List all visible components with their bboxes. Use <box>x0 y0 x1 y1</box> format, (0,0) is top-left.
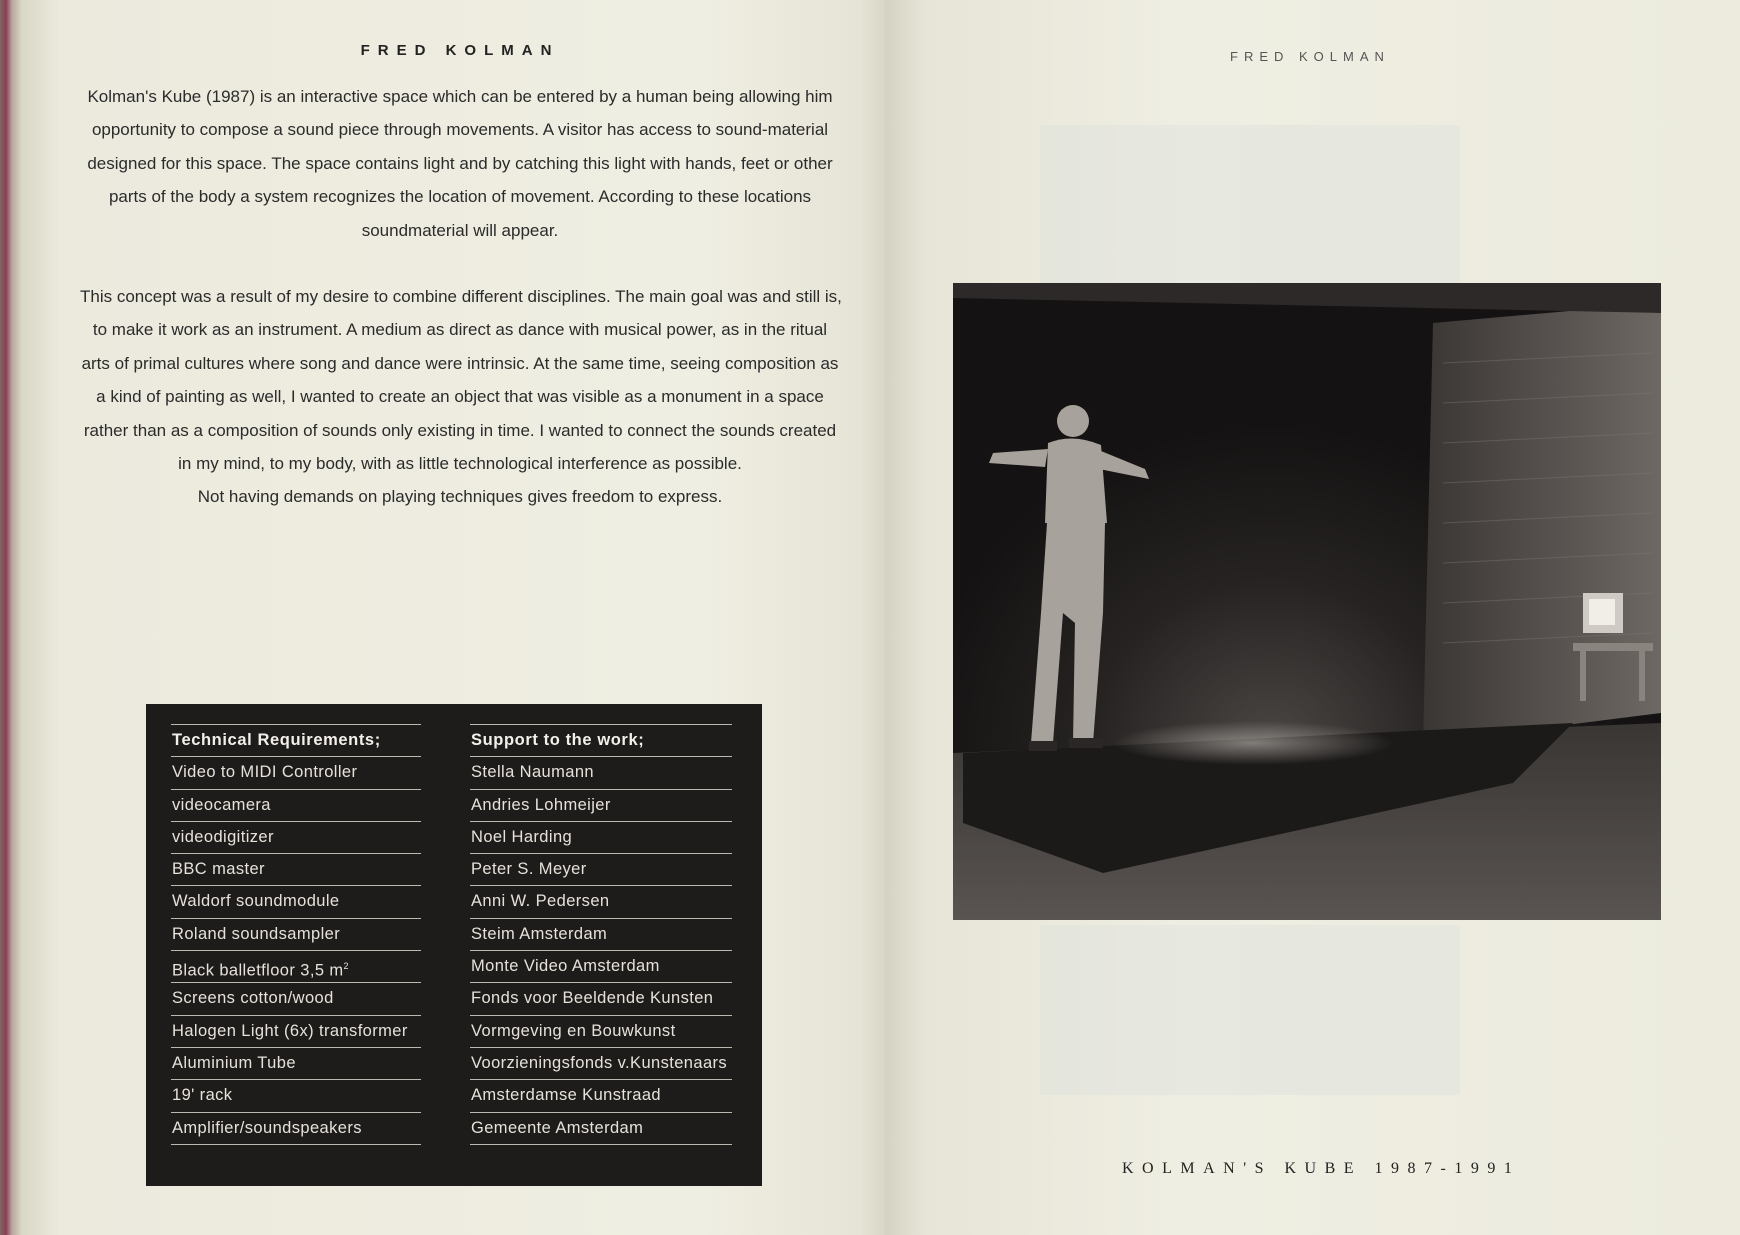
list-item: Vormgeving en Bouwkunst <box>470 1016 732 1048</box>
support-header: Support to the work; <box>470 725 732 757</box>
technical-requirements-list <box>171 724 421 1145</box>
show-through <box>1040 925 1460 1095</box>
list-item: Andries Lohmeijer <box>470 790 732 822</box>
list-item: Stella Naumann <box>470 757 732 789</box>
technical-requirements-header: Technical Requirements; <box>171 725 421 757</box>
list-item: Waldorf soundmodule <box>171 886 421 918</box>
superscript: 2 <box>343 961 349 972</box>
list-item: Anni W. Pedersen <box>470 886 732 918</box>
concept-paragraph <box>80 280 840 514</box>
list-item: Amplifier/soundspeakers <box>171 1113 421 1145</box>
list-item: Monte Video Amsterdam <box>470 951 732 983</box>
list-item: 19' rack <box>171 1080 421 1112</box>
list-item: Noel Harding <box>470 822 732 854</box>
list-item: Halogen Light (6x) transformer <box>171 1016 421 1048</box>
intro-line: Kolman's Kube (1987) is an interactive space which can be entered by a human being allowing him <box>87 87 833 106</box>
intro-line: opportunity to compose a sound piece through movements. A visitor has access to sound-material <box>91 120 829 140</box>
list-item: Screens cotton/wood <box>171 983 421 1015</box>
list-item-text: Black balletfloor 3,5 m <box>172 961 344 980</box>
list-item: Voorzieningsfonds v.Kunstenaars <box>470 1048 732 1080</box>
requirements-box <box>146 704 762 1186</box>
list-item: Gemeente Amsterdam <box>470 1113 732 1145</box>
concept-line: This concept was a result of my desire to combine different disciplines. The main goal was and still is, <box>80 287 842 306</box>
list-item: Roland soundsampler <box>171 919 421 951</box>
list-item: Steim Amsterdam <box>470 919 732 951</box>
photo-illustration <box>953 283 1661 920</box>
intro-line: designed for this space. The space contains light and by catching this light with hands, feet or other <box>87 153 833 173</box>
intro-line: parts of the body a system recognizes the location of movement. According to these locations <box>108 187 812 207</box>
concept-line: rather than as a composition of sounds only existing in time. I wanted to connect the sounds created <box>83 420 837 440</box>
show-through <box>1040 125 1460 285</box>
intro-line: soundmaterial will appear. <box>361 220 559 240</box>
list-item: videocamera <box>171 790 421 822</box>
list-item: Peter S. Meyer <box>470 854 732 886</box>
running-head-right: FRED KOLMAN <box>1230 49 1390 64</box>
footer-title: KOLMAN'S KUBE 1987-1991 <box>1122 1160 1521 1177</box>
list-item: videodigitizer <box>171 822 421 854</box>
list-item: Fonds voor Beeldende Kunsten <box>470 983 732 1015</box>
intro-paragraph <box>80 80 840 247</box>
concept-line: arts of primal cultures where song and dance were intrinsic. At the same time, seeing composition as <box>81 353 839 373</box>
concept-line: Not having demands on playing techniques gives freedom to express. <box>197 487 723 507</box>
running-head-left: FRED KOLMAN <box>360 42 560 59</box>
list-item: BBC master <box>171 854 421 886</box>
concept-line: a kind of painting as well, I wanted to create an object that was visible as a monument in a space <box>96 387 824 407</box>
list-item: Amsterdamse Kunstraad <box>470 1080 732 1112</box>
list-item: Video to MIDI Controller <box>171 757 421 789</box>
list-item-balletfloor <box>171 951 421 983</box>
concept-line: to make it work as an instrument. A medium as direct as dance with musical power, as in the ritual <box>92 320 828 340</box>
concept-line: in my mind, to my body, with as little technological interference as possible. <box>178 454 742 474</box>
support-list <box>470 724 732 1145</box>
performer-photo <box>953 283 1661 920</box>
list-item: Aluminium Tube <box>171 1048 421 1080</box>
